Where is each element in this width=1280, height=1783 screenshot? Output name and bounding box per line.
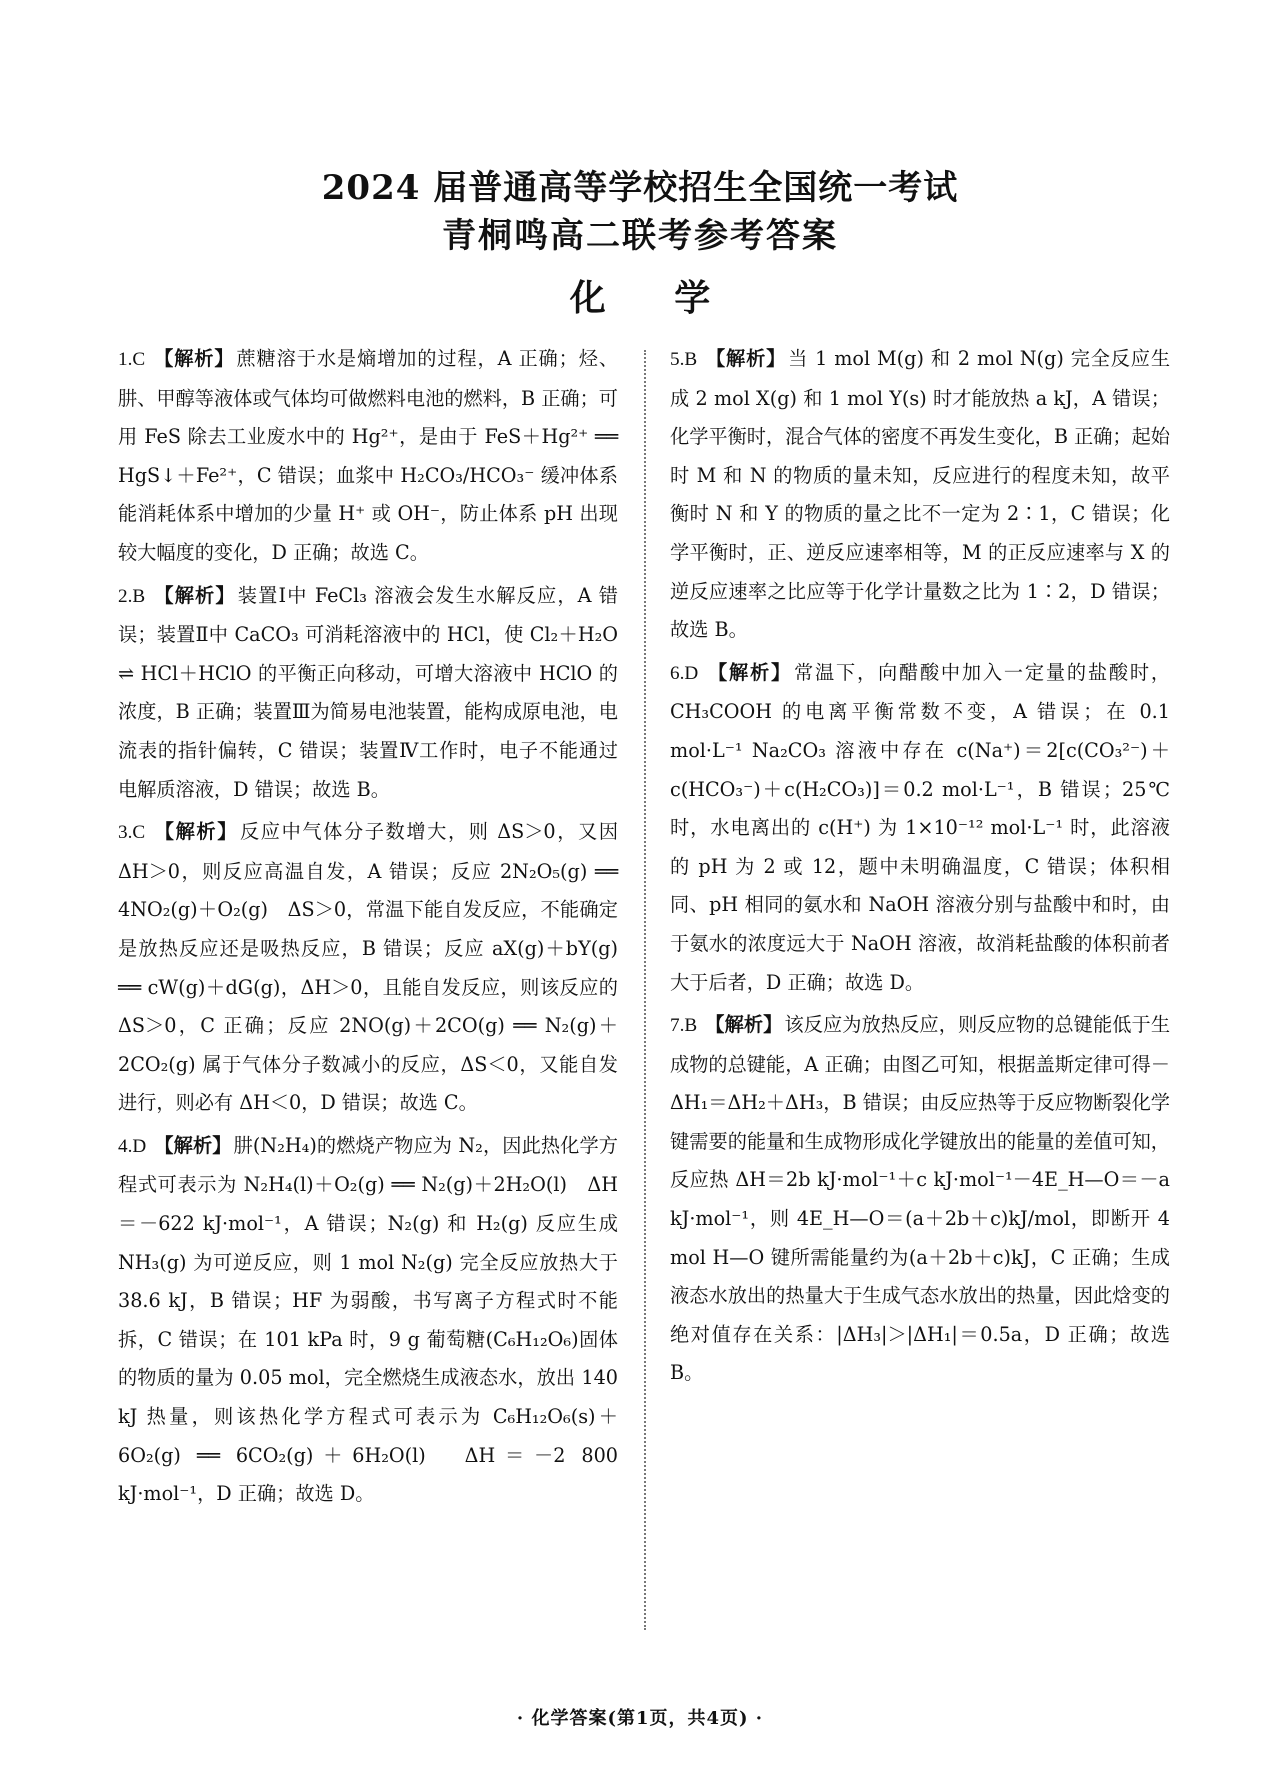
answer-text: 蔗糖溶于水是熵增加的过程，A 正确；烃、肼、甲醇等液体或气体均可做燃料电池的燃料，B 正确；可用 FeS 除去工业废水中的 Hg²⁺，是由于 FeS＋Hg²⁺ ══ HgS↓＋Fe²⁺，C 错误；血浆中 H₂CO₃/HCO₃⁻ 缓冲体系能消耗体系中增加的少量 H⁺ 或 OH⁻，防止体系 pH 出现较大幅度的变化，D 正确；故选 C。 (118, 347, 619, 564)
column-divider (644, 350, 646, 1630)
answer-number: 5.B (670, 349, 698, 370)
answer-number: 6.D (670, 662, 699, 684)
answer-text: 反应中气体分子数增大，则 ΔS＞0，又因 ΔH＞0，则反应高温自发，A 错误；反应 2N₂O₅(g) ══ 4NO₂(g)＋O₂(g) ΔS＞0，常温下能自发反应，不能确定是放热反应还是吸热反应，B 错误；反应 aX(g)＋bY(g) ══ cW(g)＋dG(g)，ΔH＞0，且能自发反应，则该反应的 ΔS＞0，C 正确；反应 2NO(g)＋2CO(g) ══ N₂(g)＋2CO₂(g) 属于气体分子数减小的反应，ΔS＜0，又能自发进行，则必有 ΔH＜0，D 错误；故选 C。 (118, 820, 619, 1115)
answer-item-1 (118, 340, 618, 573)
exam-subtitle: 青桐鸣高二联考参考答案 (442, 216, 838, 256)
analysis-tag: 【解析】 (705, 347, 787, 370)
answer-item-4 (118, 1127, 618, 1514)
subject-title: 化 学 (569, 277, 739, 319)
answer-number: 7.B (670, 1015, 698, 1037)
answer-text: 装置Ⅰ中 FeCl₃ 溶液会发生水解反应，A 错误；装置Ⅱ中 CaCO₃ 可消耗溶液中的 HCl，使 Cl₂＋H₂O ⇌ HCl＋HClO 的平衡正向移动，可增大溶液中 HClO 的浓度，B 正确；装置Ⅲ为简易电池装置，能构成原电池，电流表的指针偏转，C 错误；装置Ⅳ工作时，电子不能通过电解质溶液，D 错误；故选 B。 (118, 583, 618, 801)
answer-number: 4.D (118, 1135, 147, 1157)
answer-item-2 (118, 577, 618, 810)
analysis-tag: 【解析】 (154, 1133, 232, 1157)
right-column (670, 340, 1170, 1397)
analysis-tag: 【解析】 (153, 583, 236, 607)
answer-text: 肼(N₂H₄)的燃烧产物应为 N₂，因此热化学方程式可表示为 N₂H₄(l)＋O₂(g) ══ N₂(g)＋2H₂O(l) ΔH＝－622 kJ·mol⁻¹，A 错误；N₂(g) 和 H₂(g) 反应生成 NH₃(g) 为可逆反应，则 1 mol N₂(g) 完全反应放热大于 38.6 kJ，B 错误；HF 为弱酸，书写离子方程式时不能拆，C 错误；在 101 kPa 时，9 g 葡萄糖(C₆H₁₂O₆)固体的物质的量为 0.05 mol，完全燃烧生成液态水，放出 140 kJ 热量，则该热化学方程式可表示为 C₆H₁₂O₆(s)＋6O₂(g) ══ 6CO₂(g)＋6H₂O(l) ΔH＝－2 800 kJ·mol⁻¹，D 正确；故选 D。 (118, 1133, 618, 1506)
analysis-tag: 【解析】 (153, 347, 235, 370)
page-footer: · 化学答案(第1页，共4页) · (516, 1708, 764, 1729)
answer-number: 3.C (118, 822, 146, 844)
answer-item-3 (118, 813, 618, 1123)
answer-item-5 (670, 340, 1170, 650)
analysis-tag: 【解析】 (706, 660, 793, 684)
answer-text: 该反应为放热反应，则反应物的总键能低于生成物的总键能，A 正确；由图乙可知，根据盖斯定律可得－ΔH₁＝ΔH₂＋ΔH₃，B 错误；由反应热等于反应物断裂化学键需要的能量和生成物形成化学键放出的能量的差值可知，反应热 ΔH＝2b kJ·mol⁻¹＋c kJ·mol⁻¹－4E_H—O＝－a kJ·mol⁻¹，则 4E_H—O＝(a＋2b＋c)kJ/mol，即断开 4 mol H—O 键所需能量约为(a＋2b＋c)kJ，C 正确；生成液态水放出的热量大于生成气态水放出的热量，因此焓变的绝对值存在关系：|ΔH₃|＞|ΔH₁|＝0.5a，D 正确；故选 B。 (670, 1013, 1171, 1385)
answer-number: 1.C (118, 349, 146, 370)
exam-title: 2024 届普通高等学校招生全国统一考试 (321, 168, 959, 208)
analysis-tag: 【解析】 (705, 1013, 783, 1037)
answer-text: 当 1 mol M(g) 和 2 mol N(g) 完全反应生成 2 mol X(g) 和 1 mol Y(s) 时才能放热 a kJ，A 错误；化学平衡时，混合气体的密度不再发生变化，B 正确；起始时 M 和 N 的物质的量未知，反应进行的程度未知，故平衡时 N 和 Y 的物质的量之比不一定为 2∶1，C 错误；化学平衡时，正、逆反应速率相等，M 的正反应速率与 X 的逆反应速率之比应等于化学计量数之比为 1∶2，D 错误；故选 B。 (670, 347, 1171, 642)
answer-item-7 (670, 1006, 1170, 1393)
analysis-tag: 【解析】 (153, 820, 238, 844)
answer-text: 常温下，向醋酸中加入一定量的盐酸时，CH₃COOH 的电离平衡常数不变，A 错误；在 0.1 mol·L⁻¹ Na₂CO₃ 溶液中存在 c(Na⁺)＝2[c(CO₃²⁻)＋c(HCO₃⁻)＋c(H₂CO₃)]＝0.2 mol·L⁻¹，B 错误；25℃ 时，水电离出的 c(H⁺) 为 1×10⁻¹² mol·L⁻¹ 时，此溶液的 pH 为 2 或 12，题中未明确温度，C 错误；体积相同、pH 相同的氨水和 NaOH 溶液分别与盐酸中和时，由于氨水的浓度远大于 NaOH 溶液，故消耗盐酸的体积前者大于后者，D 正确；故选 D。 (670, 660, 1171, 994)
left-column (118, 340, 618, 1518)
answer-number: 2.B (118, 585, 146, 607)
answer-item-6 (670, 654, 1170, 1002)
